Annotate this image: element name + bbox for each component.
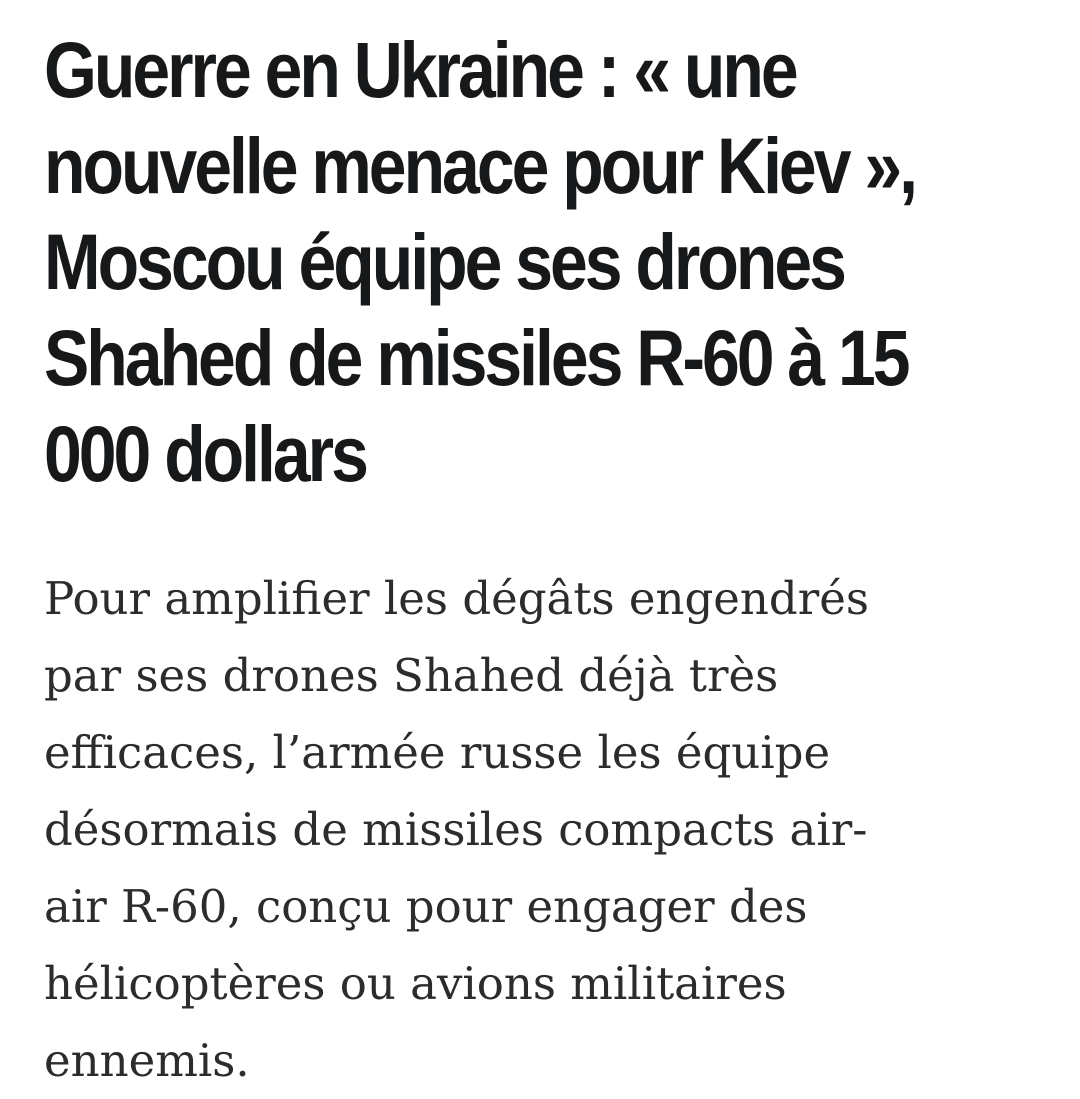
lede-line: hélicoptères ou avions militaires bbox=[44, 957, 787, 1010]
lede-line: par ses drones Shahed déjà très bbox=[44, 649, 779, 702]
article-lede bbox=[44, 560, 1034, 1099]
headline-line: Shahed de missiles R-60 à 15 bbox=[44, 313, 908, 402]
headline[interactable] bbox=[44, 22, 1007, 502]
headline-line: Moscou équipe ses drones bbox=[44, 217, 844, 306]
lede-line: air R-60, conçu pour engager des bbox=[44, 880, 808, 933]
news-article bbox=[44, 22, 1034, 1087]
headline-line: nouvelle menace pour Kiev », bbox=[44, 121, 916, 210]
headline-line: Guerre en Ukraine : « une bbox=[44, 25, 796, 114]
lede-line: efficaces, l’armée russe les équipe bbox=[44, 726, 831, 779]
lede-line: désormais de missiles compacts air- bbox=[44, 803, 868, 856]
headline-line: 000 dollars bbox=[44, 409, 366, 498]
lede-line: ennemis. bbox=[44, 1034, 250, 1087]
lede-line: Pour amplifier les dégâts engendrés bbox=[44, 572, 869, 625]
